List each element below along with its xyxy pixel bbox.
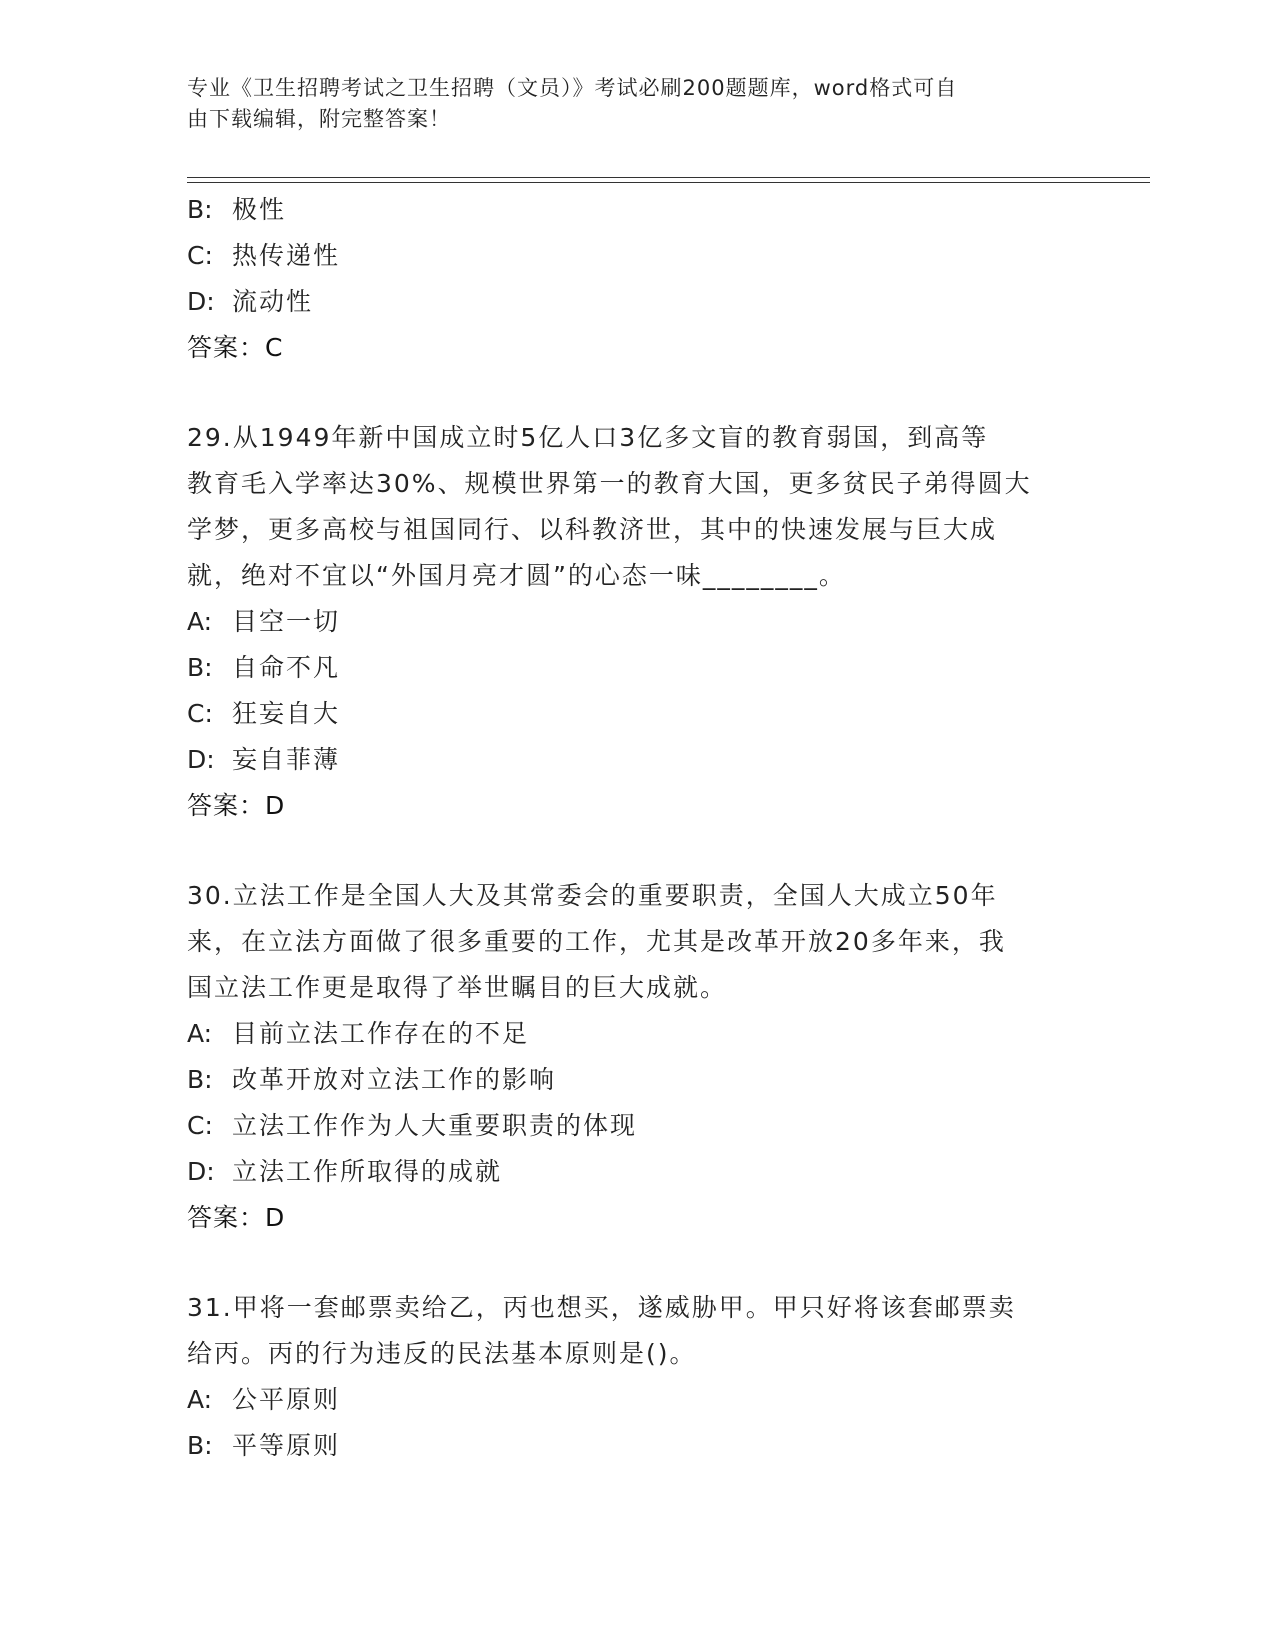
- option-label: A:: [187, 1385, 213, 1414]
- option-c: [187, 1103, 1087, 1149]
- option-b: [187, 1057, 1087, 1103]
- option-d: [187, 279, 1087, 325]
- option-text: 立法工作作为人大重要职责的体现: [232, 1111, 638, 1140]
- header-rule-bottom: [187, 182, 1150, 183]
- option-label: A:: [187, 607, 213, 636]
- option-b: [187, 187, 1087, 233]
- option-label: B:: [187, 1065, 213, 1094]
- stem-line: 就，绝对不宜以“外国月亮才圆”的心态一味________。: [187, 561, 846, 590]
- option-a: [187, 1011, 1087, 1057]
- option-text: 自命不凡: [232, 653, 341, 682]
- option-c: [187, 691, 1087, 737]
- answer: 答案：D: [187, 791, 286, 820]
- stem-line: 学梦，更多高校与祖国同行、以科教济世，其中的快速发展与巨大成: [187, 515, 998, 544]
- option-label: D:: [187, 1157, 215, 1186]
- option-label: C:: [187, 1111, 213, 1140]
- option-d: [187, 1149, 1087, 1195]
- option-label: D:: [187, 287, 215, 316]
- option-label: C:: [187, 699, 213, 728]
- option-b: [187, 1423, 1087, 1469]
- answer: 答案：D: [187, 1203, 286, 1232]
- document-header: [187, 73, 1087, 135]
- option-a: [187, 599, 1087, 645]
- header-rule-top: [187, 177, 1150, 178]
- stem-line: 29.从1949年新中国成立时5亿人口3亿多文盲的教育弱国，到高等: [187, 423, 989, 452]
- question-list: [187, 187, 1087, 1469]
- option-text: 公平原则: [232, 1385, 341, 1414]
- header-line-2: 由下载编辑，附完整答案！: [187, 107, 451, 131]
- option-text: 狂妄自大: [232, 699, 341, 728]
- header-line-1: 专业《卫生招聘考试之卫生招聘（文员）》考试必刷200题题库，word格式可自: [187, 76, 958, 100]
- option-label: B:: [187, 653, 213, 682]
- stem-line: 国立法工作更是取得了举世瞩目的巨大成就。: [187, 973, 728, 1002]
- stem-line: 来，在立法方面做了很多重要的工作，尤其是改革开放20多年来，我: [187, 927, 1006, 956]
- option-text: 立法工作所取得的成就: [232, 1157, 503, 1186]
- question-30: [187, 873, 1087, 1241]
- stem-line: 31.甲将一套邮票卖给乙，丙也想买，遂威胁甲。甲只好将该套邮票卖: [187, 1293, 1016, 1322]
- question-31: [187, 1285, 1087, 1469]
- option-d: [187, 737, 1087, 783]
- option-text: 目空一切: [232, 607, 341, 636]
- option-label: A:: [187, 1019, 213, 1048]
- stem-line: 教育毛入学率达30%、规模世界第一的教育大国，更多贫民子弟得圆大: [187, 469, 1032, 498]
- question-stem: [187, 1285, 1087, 1377]
- stem-line: 给丙。丙的行为违反的民法基本原则是()。: [187, 1339, 697, 1368]
- option-text: 极性: [232, 195, 287, 224]
- question-28-continued: [187, 187, 1087, 371]
- option-label: D:: [187, 745, 215, 774]
- option-label: B:: [187, 195, 213, 224]
- question-stem: [187, 873, 1087, 1011]
- option-text: 平等原则: [232, 1431, 341, 1460]
- answer: 答案：C: [187, 333, 284, 362]
- option-c: [187, 233, 1087, 279]
- option-label: C:: [187, 241, 213, 270]
- option-text: 目前立法工作存在的不足: [232, 1019, 530, 1048]
- option-label: B:: [187, 1431, 213, 1460]
- question-29: [187, 415, 1087, 829]
- stem-line: 30.立法工作是全国人大及其常委会的重要职责，全国人大成立50年: [187, 881, 998, 910]
- question-stem: [187, 415, 1087, 599]
- option-text: 流动性: [232, 287, 314, 316]
- option-text: 热传递性: [232, 241, 341, 270]
- option-b: [187, 645, 1087, 691]
- option-text: 改革开放对立法工作的影响: [232, 1065, 557, 1094]
- option-text: 妄自菲薄: [232, 745, 341, 774]
- option-a: [187, 1377, 1087, 1423]
